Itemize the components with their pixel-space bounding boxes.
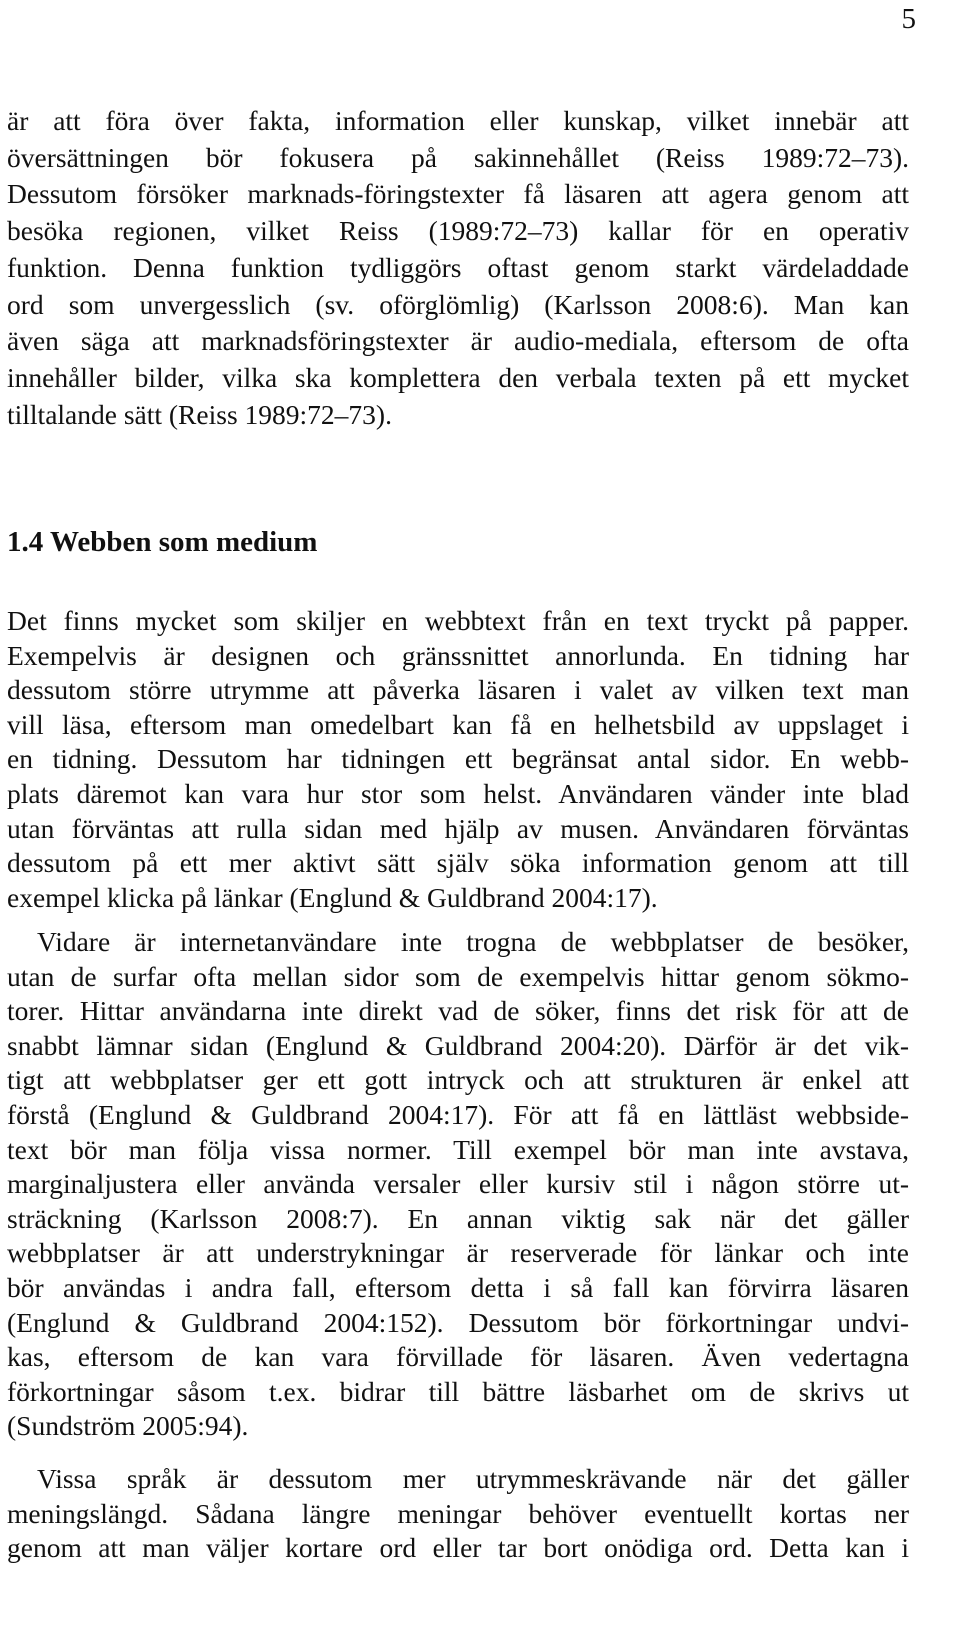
page-number: 5 — [901, 3, 916, 35]
text-line: (Englund & Guldbrand 2004:152). Dessutom bör förkortningar undvi- — [7, 1306, 909, 1338]
text-line: plats däremot kan vara hur stor som helst. Användaren vänder inte blad — [7, 777, 909, 809]
text-line: förstå (Englund & Guldbrand 2004:17). För att få en lättläst webbside- — [7, 1098, 909, 1130]
text-line: meningslängd. Sådana längre meningar behöver eventuellt kortas ner — [7, 1497, 909, 1529]
text-line: (Sundström 2005:94). — [7, 1410, 249, 1442]
text-line: Dessutom försöker marknads-föringstexter få läsaren att agera genom att — [7, 178, 909, 210]
text-line: genom att man väljer kortare ord eller tar bort onödiga ord. Detta kan i — [7, 1532, 909, 1564]
text-line: dessutom större utrymme att påverka läsaren i valet av vilken text man — [7, 674, 909, 706]
text-line: kas, eftersom de kan vara förvillade för läsaren. Även vedertagna — [7, 1341, 909, 1373]
text-line: tigt att webbplatser ger ett gott intryck och att strukturen är enkel att — [7, 1064, 909, 1096]
paragraph-web-vs-print — [7, 604, 909, 915]
text-line: dessutom på ett mer aktivt sätt själv söka information genom att till — [7, 847, 909, 879]
paragraph-translation-functions — [7, 103, 909, 433]
text-line: marginaljustera eller använda versaler eller kursiv stil i någon större ut- — [7, 1168, 909, 1200]
text-line: bör användas i andra fall, eftersom detta i så fall kan förvirra läsaren — [7, 1271, 909, 1303]
text-line: en tidning. Dessutom har tidningen ett begränsat antal sidor. En webb- — [7, 743, 909, 775]
text-line: funktion. Denna funktion tydliggörs oftast genom starkt värdeladdade — [7, 251, 909, 283]
text-line: besöka regionen, vilket Reiss (1989:72–73) kallar för en operativ — [7, 215, 909, 247]
text-line: utan de surfar ofta mellan sidor som de exempelvis hittar genom sökmo- — [7, 960, 909, 992]
text-line: översättningen bör fokusera på sakinnehållet (Reiss 1989:72–73). — [7, 141, 909, 173]
text-line: tilltalande sätt (Reiss 1989:72–73). — [7, 398, 392, 430]
paragraph-web-users — [7, 925, 909, 1444]
text-line: Exempelvis är designen och gränssnittet annorlunda. En tidning har — [7, 639, 909, 671]
text-line: vill läsa, eftersom man omedelbart kan få en helhetsbild av uppslaget i — [7, 708, 909, 740]
text-line: exempel klicka på länkar (Englund & Guldbrand 2004:17). — [7, 881, 658, 913]
text-line: innehåller bilder, vilka ska komplettera den verbala texten på ett mycket — [7, 361, 909, 393]
text-line: Vidare är internetanvändare inte trogna de webbplatser de besöker, — [37, 926, 909, 957]
paragraph-sentence-length — [7, 1462, 909, 1566]
text-line: även säga att marknadsföringstexter är audio-mediala, eftersom de ofta — [7, 325, 909, 357]
text-line: ord som unvergesslich (sv. oförglömlig) (Karlsson 2008:6). Man kan — [7, 288, 909, 320]
text-line: utan förväntas att rulla sidan med hjälp av musen. Användaren förväntas — [7, 812, 909, 844]
text-line: Vissa språk är dessutom mer utrymmeskrävande när det gäller — [37, 1463, 909, 1494]
text-line: är att föra över fakta, information eller kunskap, vilket innebär att — [7, 105, 909, 136]
text-line: text bör man följa vissa normer. Till exempel bör man inte avstava, — [7, 1133, 909, 1165]
text-line: Det finns mycket som skiljer en webbtext från en text tryckt på papper. — [7, 605, 909, 636]
text-line: sträckning (Karlsson 2008:7). En annan viktig sak när det gäller — [7, 1202, 909, 1234]
text-line: förkortningar såsom t.ex. bidrar till bättre läsbarhet om de skrivs ut — [7, 1375, 909, 1407]
section-heading: 1.4 Webben som medium — [7, 526, 318, 558]
text-line: snabbt lämnar sidan (Englund & Guldbrand 2004:20). Därför är det vik- — [7, 1029, 909, 1061]
text-line: webbplatser är att understrykningar är reserverade för länkar och inte — [7, 1237, 909, 1269]
text-line: torer. Hittar användarna inte direkt vad de söker, finns det risk för att de — [7, 995, 909, 1027]
